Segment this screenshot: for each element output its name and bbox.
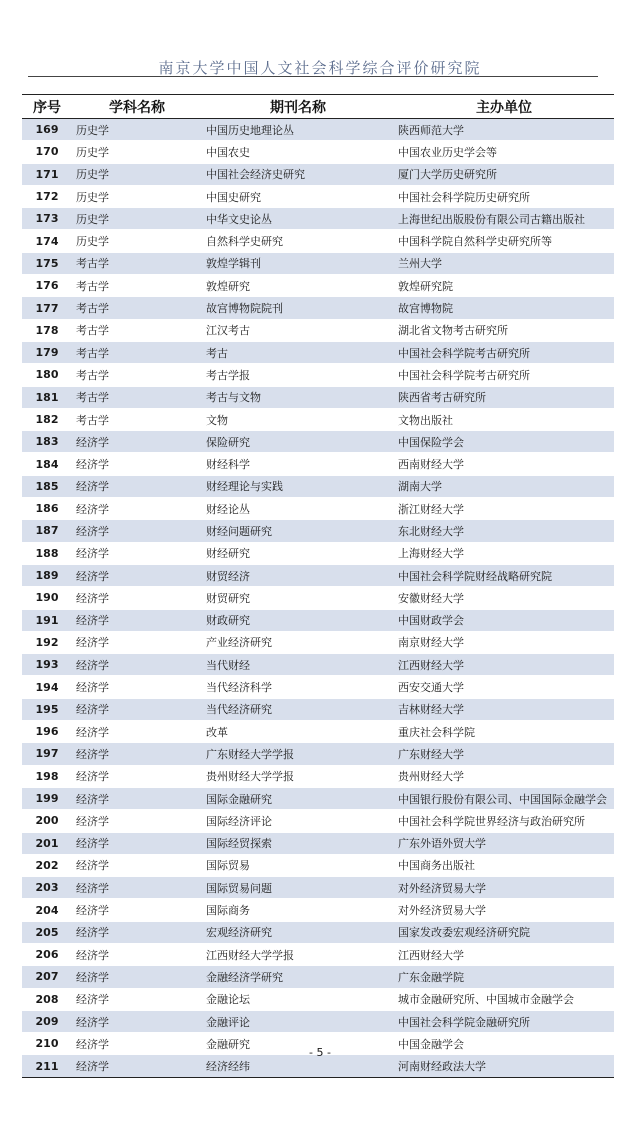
cell-number: 195 (22, 698, 72, 720)
cell-discipline: 经济学 (72, 921, 202, 943)
cell-number: 210 (22, 1033, 72, 1055)
cell-number: 174 (22, 230, 72, 252)
cell-sponsor: 中国社会科学院世界经济与政治研究所 (394, 810, 614, 832)
cell-discipline: 历史学 (72, 185, 202, 207)
cell-sponsor: 厦门大学历史研究所 (394, 163, 614, 185)
table-row (22, 141, 614, 163)
cell-number: 206 (22, 943, 72, 965)
cell-sponsor: 中国社会科学院金融研究所 (394, 1010, 614, 1032)
cell-discipline: 经济学 (72, 988, 202, 1010)
cell-number: 200 (22, 810, 72, 832)
table-row (22, 431, 614, 453)
cell-journal: 中国社会经济史研究 (202, 163, 394, 185)
cell-sponsor: 湖南大学 (394, 475, 614, 497)
cell-journal: 金融评论 (202, 1010, 394, 1032)
cell-sponsor: 重庆社会科学院 (394, 721, 614, 743)
cell-number: 196 (22, 721, 72, 743)
table-row (22, 498, 614, 520)
cell-number: 190 (22, 587, 72, 609)
table-row (22, 341, 614, 363)
cell-number: 183 (22, 431, 72, 453)
table-row (22, 475, 614, 497)
cell-sponsor: 中国财政学会 (394, 609, 614, 631)
cell-journal: 国际经贸探索 (202, 832, 394, 854)
table-row (22, 787, 614, 809)
cell-discipline: 经济学 (72, 676, 202, 698)
cell-journal: 财经论丛 (202, 498, 394, 520)
cell-sponsor: 中国社会科学院考古研究所 (394, 341, 614, 363)
cell-number: 198 (22, 765, 72, 787)
cell-sponsor: 敦煌研究院 (394, 275, 614, 297)
cell-number: 193 (22, 654, 72, 676)
cell-journal: 自然科学史研究 (202, 230, 394, 252)
cell-sponsor: 上海世纪出版股份有限公司古籍出版社 (394, 208, 614, 230)
cell-number: 184 (22, 453, 72, 475)
cell-journal: 财经问题研究 (202, 520, 394, 542)
table-row (22, 966, 614, 988)
journal-table (22, 94, 614, 1078)
cell-number: 187 (22, 520, 72, 542)
cell-number: 204 (22, 899, 72, 921)
cell-journal: 金融研究 (202, 1033, 394, 1055)
cell-discipline: 经济学 (72, 854, 202, 876)
cell-number: 186 (22, 498, 72, 520)
page-header-title: 南京大学中国人文社会科学综合评价研究院 (158, 59, 482, 77)
table-row (22, 163, 614, 185)
cell-sponsor: 中国保险学会 (394, 431, 614, 453)
cell-discipline: 经济学 (72, 877, 202, 899)
cell-sponsor: 浙江财经大学 (394, 498, 614, 520)
cell-journal: 金融论坛 (202, 988, 394, 1010)
cell-journal: 财经科学 (202, 453, 394, 475)
cell-number: 205 (22, 921, 72, 943)
cell-sponsor: 对外经济贸易大学 (394, 877, 614, 899)
table-row (22, 520, 614, 542)
table-row (22, 386, 614, 408)
cell-journal: 中华文史论丛 (202, 208, 394, 230)
cell-number: 173 (22, 208, 72, 230)
cell-journal: 财经理论与实践 (202, 475, 394, 497)
table-row (22, 252, 614, 274)
cell-sponsor: 上海财经大学 (394, 542, 614, 564)
table-row (22, 364, 614, 386)
cell-discipline: 经济学 (72, 765, 202, 787)
cell-discipline: 历史学 (72, 141, 202, 163)
cell-journal: 国际贸易 (202, 854, 394, 876)
cell-discipline: 经济学 (72, 966, 202, 988)
table-row (22, 119, 614, 141)
cell-sponsor: 中国科学院自然科学史研究所等 (394, 230, 614, 252)
cell-number: 188 (22, 542, 72, 564)
cell-journal: 财贸研究 (202, 587, 394, 609)
cell-sponsor: 中国社会科学院历史研究所 (394, 185, 614, 207)
cell-sponsor: 中国农业历史学会等 (394, 141, 614, 163)
cell-discipline: 考古学 (72, 408, 202, 430)
cell-journal: 江汉考古 (202, 319, 394, 341)
cell-discipline: 考古学 (72, 364, 202, 386)
cell-discipline: 经济学 (72, 498, 202, 520)
table-row (22, 676, 614, 698)
cell-number: 203 (22, 877, 72, 899)
table-row (22, 542, 614, 564)
table-row (22, 408, 614, 430)
table-row (22, 609, 614, 631)
cell-sponsor: 中国社会科学院财经战略研究院 (394, 564, 614, 586)
cell-sponsor: 贵州财经大学 (394, 765, 614, 787)
cell-journal: 保险研究 (202, 431, 394, 453)
cell-sponsor: 陕西省考古研究所 (394, 386, 614, 408)
cell-sponsor: 西安交通大学 (394, 676, 614, 698)
table-row (22, 899, 614, 921)
cell-sponsor: 江西财经大学 (394, 943, 614, 965)
cell-number: 180 (22, 364, 72, 386)
table-row (22, 810, 614, 832)
cell-discipline: 经济学 (72, 631, 202, 653)
cell-journal: 国际商务 (202, 899, 394, 921)
cell-sponsor: 城市金融研究所、中国城市金融学会 (394, 988, 614, 1010)
cell-journal: 考古与文物 (202, 386, 394, 408)
cell-sponsor: 中国金融学会 (394, 1033, 614, 1055)
cell-number: 181 (22, 386, 72, 408)
cell-number: 182 (22, 408, 72, 430)
cell-journal: 敦煌研究 (202, 275, 394, 297)
table-row (22, 453, 614, 475)
cell-journal: 故宫博物院院刊 (202, 297, 394, 319)
column-header-number: 序号 (22, 95, 72, 119)
cell-discipline: 经济学 (72, 943, 202, 965)
cell-number: 169 (22, 119, 72, 141)
cell-number: 177 (22, 297, 72, 319)
cell-sponsor: 对外经济贸易大学 (394, 899, 614, 921)
cell-number: 170 (22, 141, 72, 163)
cell-number: 211 (22, 1055, 72, 1077)
cell-discipline: 历史学 (72, 230, 202, 252)
table-row (22, 721, 614, 743)
cell-discipline: 经济学 (72, 520, 202, 542)
cell-sponsor: 江西财经大学 (394, 654, 614, 676)
table-row (22, 631, 614, 653)
table-row (22, 564, 614, 586)
cell-number: 202 (22, 854, 72, 876)
cell-journal: 国际金融研究 (202, 787, 394, 809)
cell-number: 179 (22, 341, 72, 363)
cell-journal: 改革 (202, 721, 394, 743)
cell-journal: 财贸经济 (202, 564, 394, 586)
cell-journal: 当代经济科学 (202, 676, 394, 698)
cell-journal: 考古学报 (202, 364, 394, 386)
cell-sponsor: 湖北省文物考古研究所 (394, 319, 614, 341)
table-row (22, 185, 614, 207)
table-row (22, 208, 614, 230)
table-row (22, 832, 614, 854)
table-row (22, 297, 614, 319)
cell-journal: 广东财经大学学报 (202, 743, 394, 765)
cell-journal: 宏观经济研究 (202, 921, 394, 943)
column-header-discipline: 学科名称 (72, 95, 202, 119)
cell-number: 191 (22, 609, 72, 631)
table-row (22, 587, 614, 609)
cell-sponsor: 中国社会科学院考古研究所 (394, 364, 614, 386)
table-row (22, 877, 614, 899)
table-row (22, 943, 614, 965)
cell-number: 189 (22, 564, 72, 586)
table-row (22, 319, 614, 341)
cell-sponsor: 文物出版社 (394, 408, 614, 430)
cell-sponsor: 广东金融学院 (394, 966, 614, 988)
cell-discipline: 经济学 (72, 1033, 202, 1055)
cell-discipline: 考古学 (72, 319, 202, 341)
cell-sponsor: 西南财经大学 (394, 453, 614, 475)
cell-discipline: 历史学 (72, 208, 202, 230)
cell-journal: 经济经纬 (202, 1055, 394, 1077)
table-row (22, 1010, 614, 1032)
cell-number: 209 (22, 1010, 72, 1032)
table-row (22, 921, 614, 943)
table-header-row (22, 95, 614, 119)
cell-sponsor: 中国商务出版社 (394, 854, 614, 876)
column-header-sponsor: 主办单位 (394, 95, 614, 119)
cell-sponsor: 安徽财经大学 (394, 587, 614, 609)
cell-discipline: 经济学 (72, 832, 202, 854)
cell-journal: 当代财经 (202, 654, 394, 676)
cell-journal: 考古 (202, 341, 394, 363)
cell-sponsor: 中国银行股份有限公司、中国国际金融学会 (394, 787, 614, 809)
table-row (22, 698, 614, 720)
cell-journal: 财政研究 (202, 609, 394, 631)
table-row (22, 230, 614, 252)
cell-sponsor: 故宫博物院 (394, 297, 614, 319)
cell-discipline: 考古学 (72, 297, 202, 319)
cell-journal: 文物 (202, 408, 394, 430)
cell-sponsor: 东北财经大学 (394, 520, 614, 542)
cell-discipline: 经济学 (72, 721, 202, 743)
cell-number: 172 (22, 185, 72, 207)
cell-journal: 当代经济研究 (202, 698, 394, 720)
cell-sponsor: 吉林财经大学 (394, 698, 614, 720)
cell-discipline: 经济学 (72, 698, 202, 720)
cell-journal: 中国农史 (202, 141, 394, 163)
cell-number: 197 (22, 743, 72, 765)
cell-journal: 中国历史地理论丛 (202, 119, 394, 141)
cell-discipline: 经济学 (72, 787, 202, 809)
cell-number: 185 (22, 475, 72, 497)
cell-journal: 财经研究 (202, 542, 394, 564)
cell-journal: 金融经济学研究 (202, 966, 394, 988)
cell-discipline: 经济学 (72, 542, 202, 564)
cell-journal: 江西财经大学学报 (202, 943, 394, 965)
cell-number: 201 (22, 832, 72, 854)
cell-sponsor: 河南财经政法大学 (394, 1055, 614, 1077)
cell-number: 207 (22, 966, 72, 988)
cell-discipline: 经济学 (72, 743, 202, 765)
cell-discipline: 经济学 (72, 810, 202, 832)
cell-journal: 贵州财经大学学报 (202, 765, 394, 787)
cell-journal: 国际贸易问题 (202, 877, 394, 899)
cell-discipline: 历史学 (72, 119, 202, 141)
cell-number: 175 (22, 252, 72, 274)
table-row (22, 765, 614, 787)
cell-discipline: 考古学 (72, 341, 202, 363)
cell-discipline: 经济学 (72, 587, 202, 609)
cell-discipline: 经济学 (72, 453, 202, 475)
cell-sponsor: 陕西师范大学 (394, 119, 614, 141)
cell-number: 208 (22, 988, 72, 1010)
cell-discipline: 经济学 (72, 564, 202, 586)
cell-discipline: 历史学 (72, 163, 202, 185)
cell-discipline: 经济学 (72, 475, 202, 497)
cell-sponsor: 广东财经大学 (394, 743, 614, 765)
cell-number: 176 (22, 275, 72, 297)
header-divider (28, 76, 598, 77)
cell-discipline: 考古学 (72, 386, 202, 408)
cell-sponsor: 广东外语外贸大学 (394, 832, 614, 854)
cell-discipline: 经济学 (72, 431, 202, 453)
table-row (22, 654, 614, 676)
cell-discipline: 经济学 (72, 609, 202, 631)
cell-number: 194 (22, 676, 72, 698)
table-row (22, 743, 614, 765)
cell-journal: 中国史研究 (202, 185, 394, 207)
cell-discipline: 考古学 (72, 252, 202, 274)
cell-sponsor: 兰州大学 (394, 252, 614, 274)
table-row (22, 988, 614, 1010)
cell-discipline: 经济学 (72, 1055, 202, 1077)
page-number: - 5 - (309, 1046, 331, 1059)
cell-sponsor: 南京财经大学 (394, 631, 614, 653)
cell-number: 178 (22, 319, 72, 341)
cell-journal: 产业经济研究 (202, 631, 394, 653)
cell-discipline: 经济学 (72, 1010, 202, 1032)
cell-number: 199 (22, 787, 72, 809)
cell-journal: 敦煌学辑刊 (202, 252, 394, 274)
table-row (22, 275, 614, 297)
cell-discipline: 考古学 (72, 275, 202, 297)
table-row (22, 854, 614, 876)
cell-number: 192 (22, 631, 72, 653)
cell-discipline: 经济学 (72, 899, 202, 921)
table-body (22, 119, 614, 1078)
cell-number: 171 (22, 163, 72, 185)
cell-sponsor: 国家发改委宏观经济研究院 (394, 921, 614, 943)
cell-discipline: 经济学 (72, 654, 202, 676)
cell-journal: 国际经济评论 (202, 810, 394, 832)
column-header-journal: 期刊名称 (202, 95, 394, 119)
